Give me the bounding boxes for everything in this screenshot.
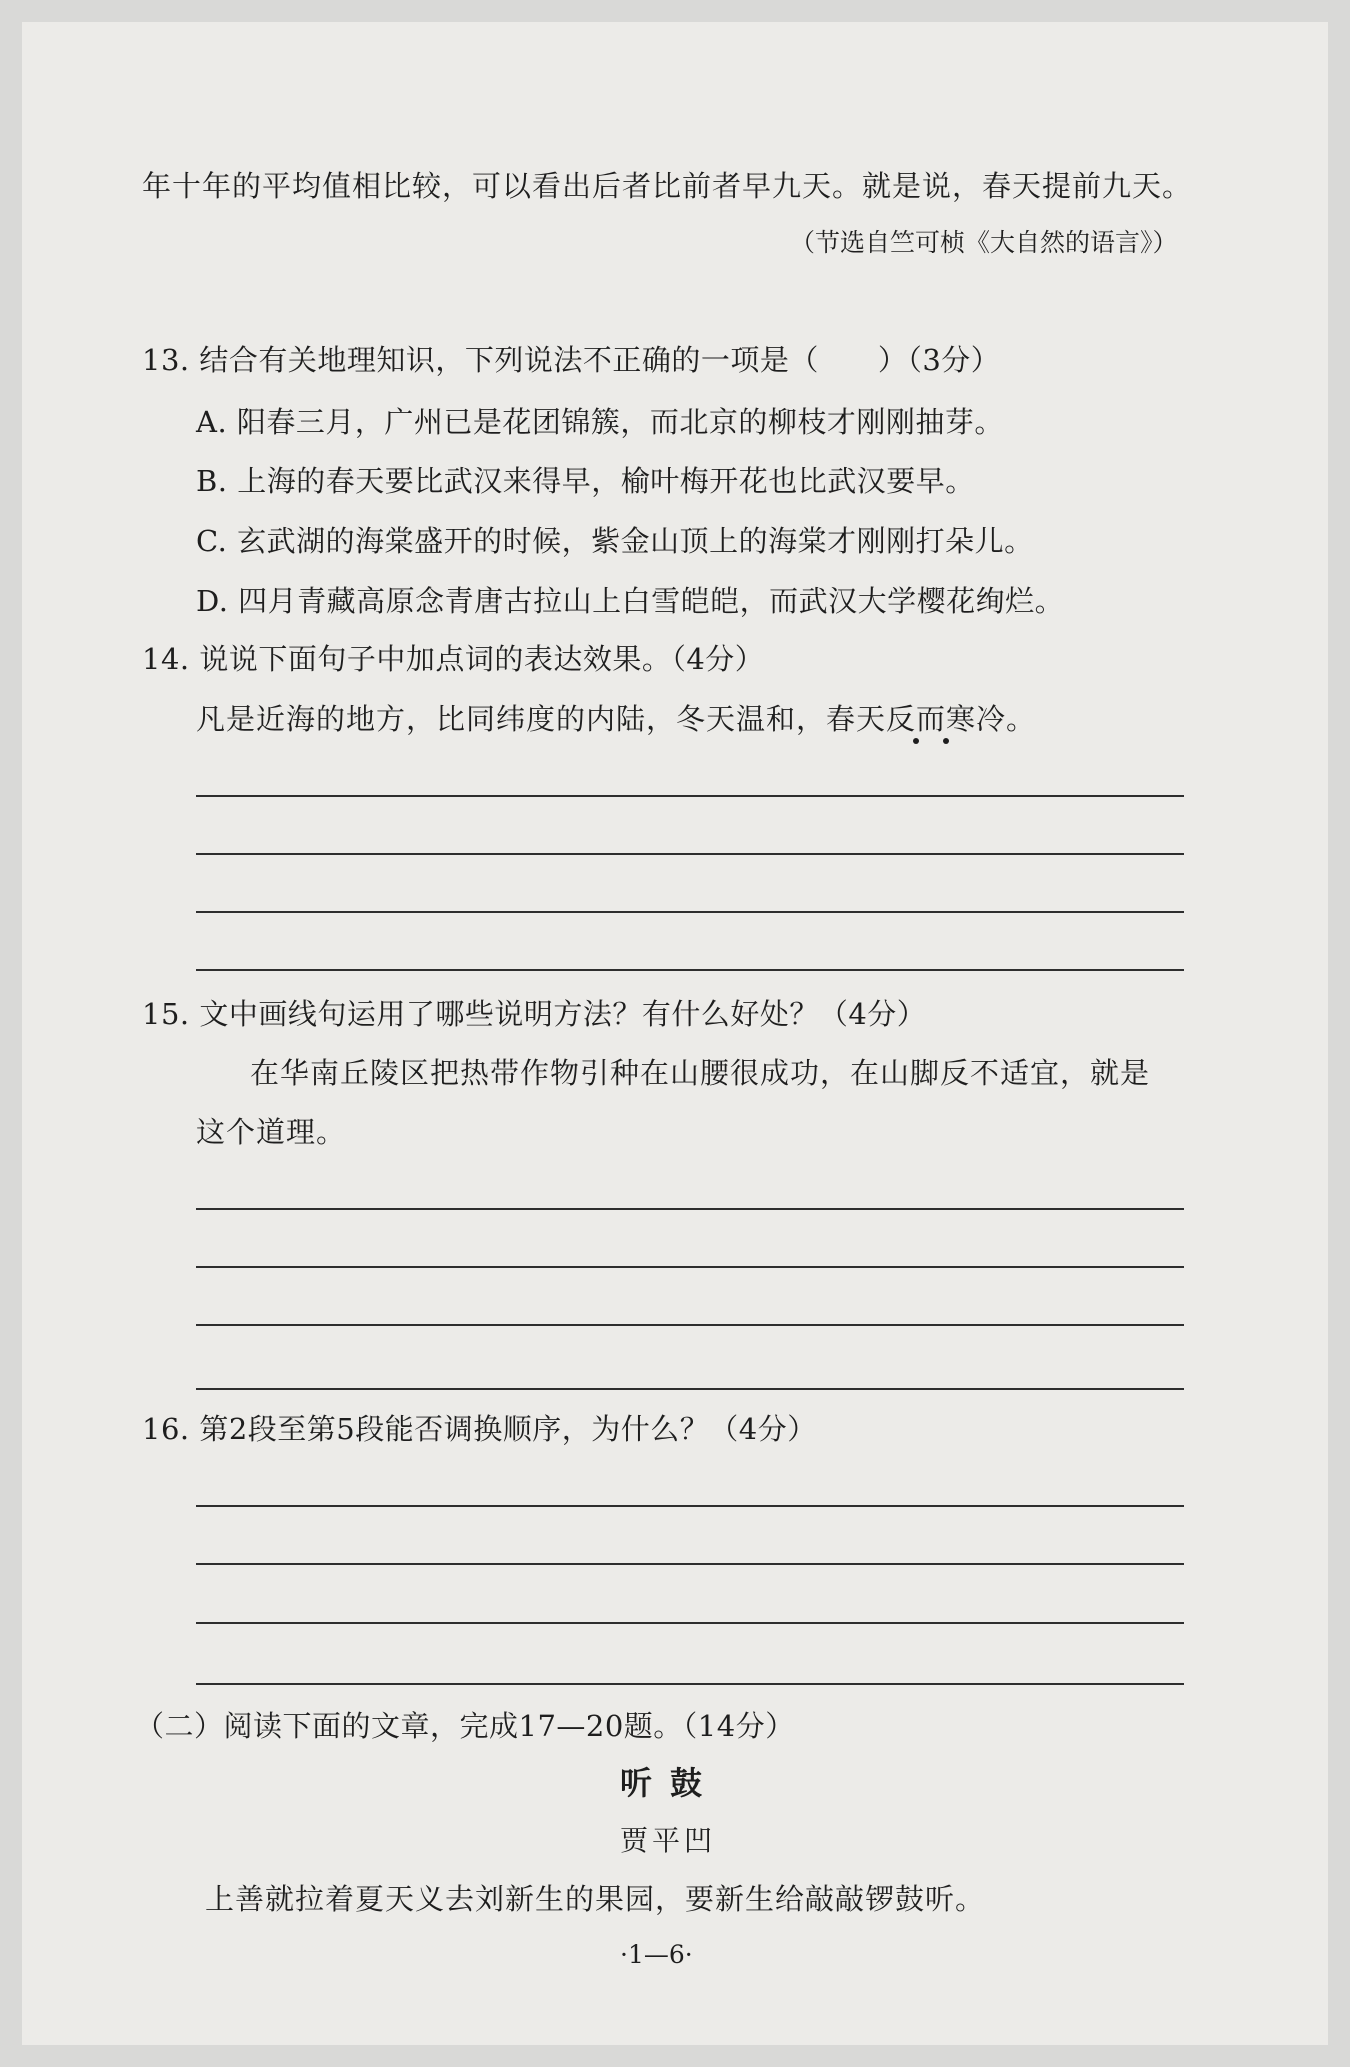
answer-line[interactable] bbox=[196, 1622, 1184, 1624]
article-author: 贾平凹 bbox=[620, 1824, 717, 1857]
answer-line[interactable] bbox=[196, 1388, 1184, 1390]
answer-line[interactable] bbox=[196, 1266, 1184, 1268]
q13-option-b: B. 上海的春天要比武汉来得早，榆叶梅开花也比武汉要早。 bbox=[196, 464, 975, 498]
q15-quote-line2: 这个道理。 bbox=[196, 1115, 347, 1149]
section-two-heading: （二）阅读下面的文章，完成17—20题。（14分） bbox=[135, 1709, 795, 1743]
q14-quote: 凡是近海的地方，比同纬度的内陆，冬天温和，春天反而寒冷。 bbox=[196, 702, 1037, 736]
answer-line[interactable] bbox=[196, 853, 1184, 855]
answer-line[interactable] bbox=[196, 911, 1184, 913]
answer-line[interactable] bbox=[196, 1683, 1184, 1685]
emphasis-dot-er bbox=[943, 738, 949, 744]
q13-option-c: C. 玄武湖的海棠盛开的时候，紫金山顶上的海棠才刚刚打朵儿。 bbox=[196, 524, 1034, 558]
q16-stem: 16. 第2段至第5段能否调换顺序，为什么？（4分） bbox=[142, 1412, 817, 1446]
q13-option-a: A. 阳春三月，广州已是花团锦簇，而北京的柳枝才刚刚抽芽。 bbox=[196, 405, 1004, 439]
answer-line[interactable] bbox=[196, 1324, 1184, 1326]
answer-line[interactable] bbox=[196, 1505, 1184, 1507]
q14-stem: 14. 说说下面句子中加点词的表达效果。（4分） bbox=[142, 642, 765, 676]
answer-line[interactable] bbox=[196, 795, 1184, 797]
passage-tail: 年十年的平均值相比较，可以看出后者比前者早九天。就是说，春天提前九天。 bbox=[142, 169, 1193, 203]
page-number: ·1—6· bbox=[620, 1940, 693, 1969]
answer-line[interactable] bbox=[196, 1208, 1184, 1210]
q15-quote-line1: 在华南丘陵区把热带作物引种在山腰很成功，在山脚反不适宜，就是 bbox=[250, 1056, 1151, 1090]
answer-line[interactable] bbox=[196, 1563, 1184, 1565]
q13-stem: 13. 结合有关地理知识，下列说法不正确的一项是（ ）（3分） bbox=[142, 343, 1001, 377]
article-first-line: 上善就拉着夏天义去刘新生的果园，要新生给敲敲锣鼓听。 bbox=[205, 1882, 986, 1916]
q15-stem: 15. 文中画线句运用了哪些说明方法？有什么好处？（4分） bbox=[142, 997, 927, 1031]
passage-source: （节选自竺可桢《大自然的语言》） bbox=[790, 228, 1178, 257]
answer-line[interactable] bbox=[196, 969, 1184, 971]
q13-option-d: D. 四月青藏高原念青唐古拉山上白雪皑皑，而武汉大学樱花绚烂。 bbox=[196, 584, 1065, 618]
article-title: 听鼓 bbox=[620, 1764, 721, 1802]
emphasis-dot-fan bbox=[913, 738, 919, 744]
